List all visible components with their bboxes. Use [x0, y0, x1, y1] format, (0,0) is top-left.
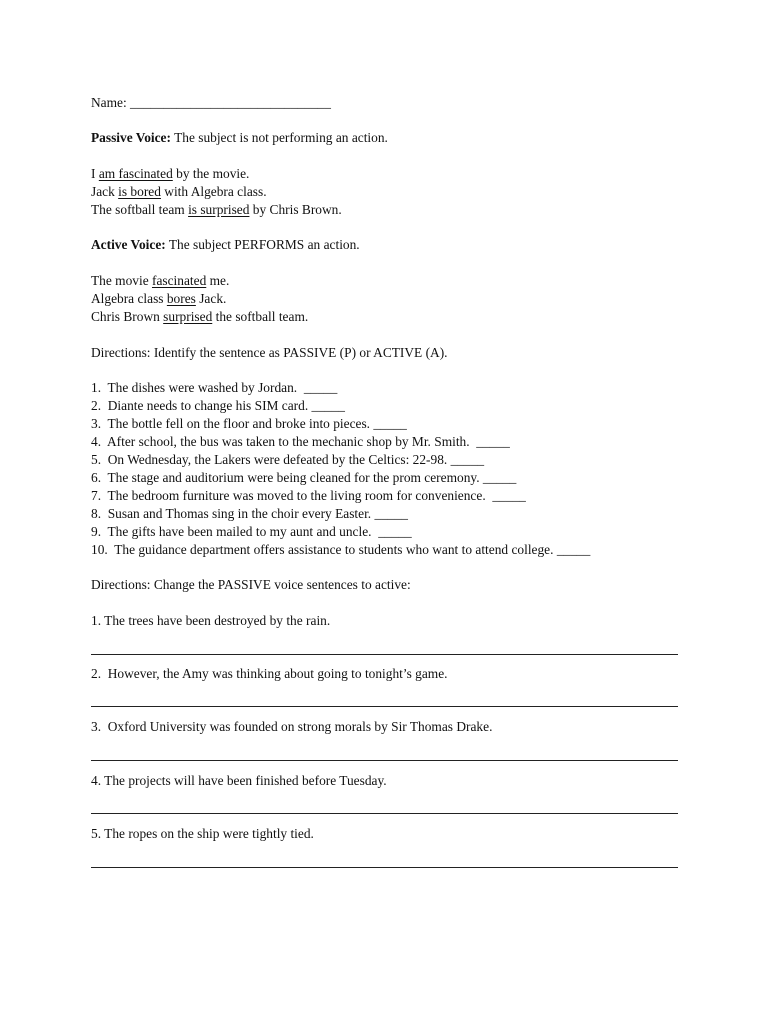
- answer-line: [91, 760, 678, 761]
- passive-example: Jack is bored with Algebra class.: [91, 184, 267, 199]
- answer-line: [91, 813, 678, 814]
- passive-definition: Passive Voice: The subject is not performing an action.: [91, 130, 388, 145]
- underlined-verb: surprised: [163, 309, 213, 324]
- active-example: Algebra class bores Jack.: [91, 291, 227, 306]
- identify-question: 7. The bedroom furniture was moved to the living room for convenience. _____: [91, 488, 526, 503]
- passive-example: I am fascinated by the movie.: [91, 166, 250, 181]
- underlined-verb: is surprised: [188, 202, 250, 217]
- change-question: 5. The ropes on the ship were tightly tied.: [91, 826, 314, 841]
- change-question: 4. The projects will have been finished before Tuesday.: [91, 773, 387, 788]
- answer-line: [91, 654, 678, 655]
- active-example: Chris Brown surprised the softball team.: [91, 309, 309, 324]
- underlined-verb: am fascinated: [98, 166, 173, 181]
- underlined-verb: fascinated: [151, 273, 207, 288]
- underlined-verb: bores: [166, 291, 196, 306]
- directions-change: Directions: Change the PASSIVE voice sentences to active:: [91, 577, 411, 592]
- identify-question: 4. After school, the bus was taken to the mechanic shop by Mr. Smith. _____: [91, 434, 510, 449]
- answer-line: [91, 867, 678, 868]
- change-question: 3. Oxford University was founded on strong morals by Sir Thomas Drake.: [91, 719, 493, 734]
- change-question: 1. The trees have been destroyed by the rain.: [91, 613, 331, 628]
- active-heading: Active Voice:: [91, 237, 166, 252]
- identify-question: 3. The bottle fell on the floor and broke into pieces. _____: [91, 416, 407, 431]
- identify-question: 1. The dishes were washed by Jordan. _____: [91, 380, 338, 395]
- identify-question: 5. On Wednesday, the Lakers were defeated by the Celtics: 22-98. _____: [91, 452, 485, 467]
- name-blank: ______________________________: [130, 95, 331, 110]
- active-definition: Active Voice: The subject PERFORMS an action.: [91, 237, 360, 252]
- identify-question: 10. The guidance department offers assistance to students who want to attend college. _____: [91, 542, 591, 557]
- identify-question: 6. The stage and auditorium were being cleaned for the prom ceremony. _____: [91, 470, 517, 485]
- directions-identify: Directions: Identify the sentence as PASSIVE (P) or ACTIVE (A).: [91, 345, 448, 360]
- active-example: The movie fascinated me.: [91, 273, 230, 288]
- passive-heading: Passive Voice:: [91, 130, 171, 145]
- identify-question: 8. Susan and Thomas sing in the choir every Easter. _____: [91, 506, 408, 521]
- passive-example: The softball team is surprised by Chris Brown.: [91, 202, 342, 217]
- name-label: Name:: [91, 95, 131, 110]
- answer-line: [91, 706, 678, 707]
- name-line: [91, 95, 331, 111]
- underlined-verb: is bored: [118, 184, 161, 199]
- change-question: 2. However, the Amy was thinking about going to tonight’s game.: [91, 666, 448, 681]
- identify-question: 2. Diante needs to change his SIM card. _____: [91, 398, 345, 413]
- identify-question: 9. The gifts have been mailed to my aunt and uncle. _____: [91, 524, 412, 539]
